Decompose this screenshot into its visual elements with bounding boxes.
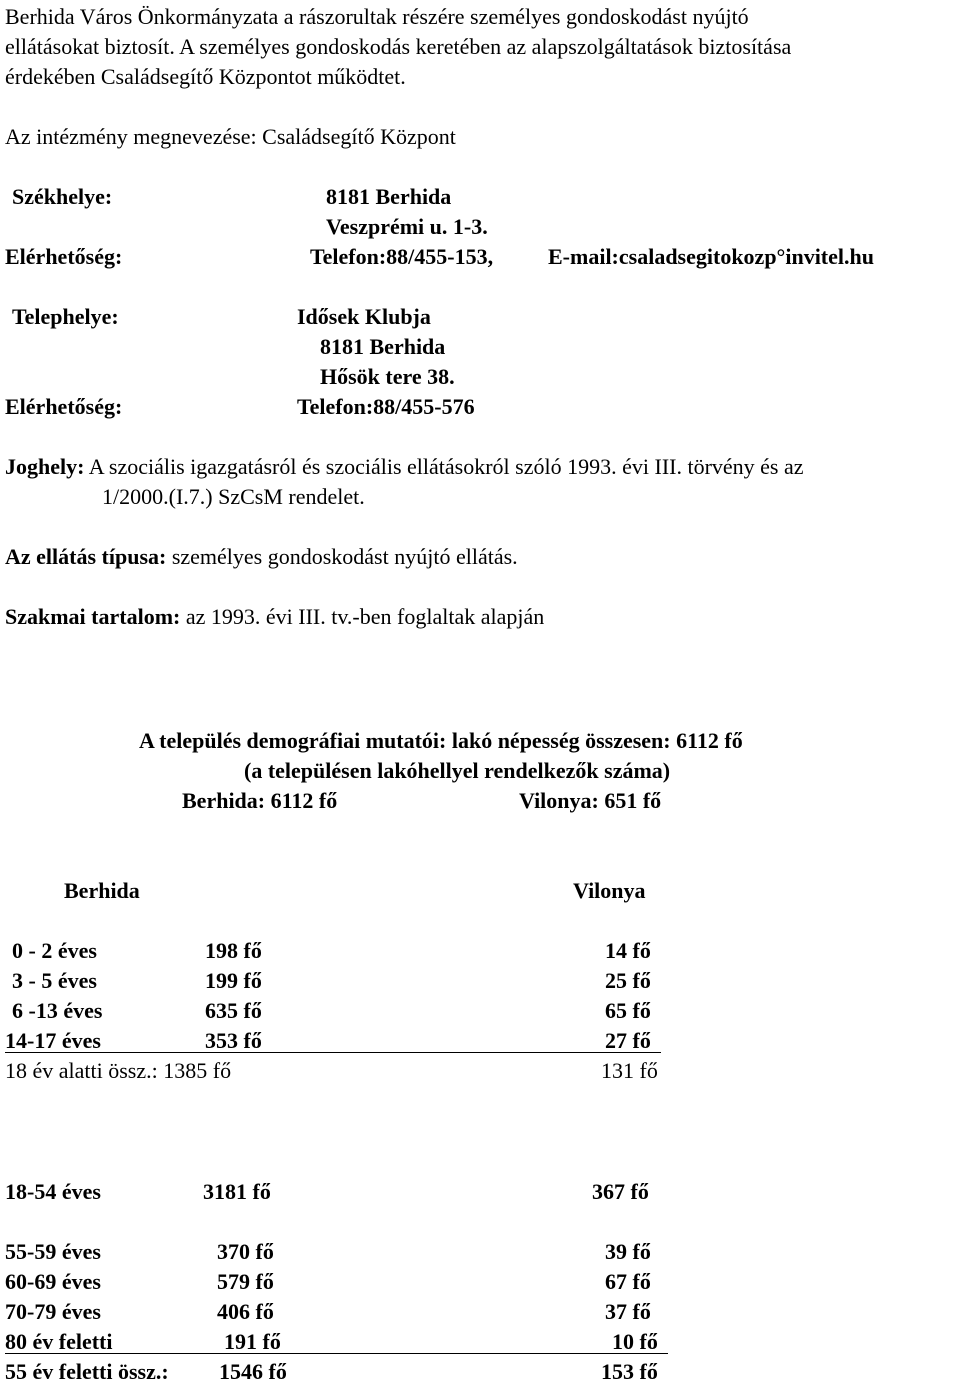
young-total-vilonya: 131 fő bbox=[601, 1058, 658, 1083]
legal-text-1: A szociális igazgatásról és szociális ellátásokról szóló 1993. évi III. törvény és az bbox=[88, 454, 804, 479]
row-vilonya: 65 fő bbox=[605, 998, 651, 1023]
row-label: 70-79 éves bbox=[5, 1299, 101, 1324]
row-berhida: 579 fő bbox=[217, 1269, 274, 1294]
row-berhida: 199 fő bbox=[205, 968, 262, 993]
row-label: 55-59 éves bbox=[5, 1239, 101, 1264]
vilonya-total: Vilonya: 651 fő bbox=[519, 788, 662, 813]
content-label: Szakmai tartalom: bbox=[5, 604, 181, 629]
contact-label: Elérhetőség: bbox=[5, 244, 123, 269]
subtotal-rule bbox=[5, 1353, 668, 1354]
adult-row-label: 18-54 éves bbox=[5, 1179, 101, 1204]
site-line-2: 8181 Berhida bbox=[320, 334, 446, 359]
row-vilonya: 67 fő bbox=[605, 1269, 651, 1294]
row-vilonya: 14 fő bbox=[605, 938, 651, 963]
old-total-berhida: 1546 fő bbox=[219, 1359, 287, 1384]
column-berhida: Berhida bbox=[64, 878, 140, 903]
seat-line-1: 8181 Berhida bbox=[326, 184, 452, 209]
intro-line-2: ellátásokat biztosít. A személyes gondoskodás keretében az alapszolgáltatások biztosítása bbox=[5, 34, 792, 59]
row-berhida: 198 fő bbox=[205, 938, 262, 963]
site-label: Telephelye: bbox=[12, 304, 119, 329]
phone-1: Telefon:88/455-153, bbox=[310, 244, 494, 269]
berhida-total: Berhida: 6112 fő bbox=[182, 788, 338, 813]
young-total-label: 18 év alatti össz.: bbox=[5, 1058, 158, 1083]
institution-name: Az intézmény megnevezése: Családsegítő Központ bbox=[5, 124, 456, 149]
row-label: 14-17 éves bbox=[5, 1028, 101, 1053]
professional-content bbox=[5, 604, 544, 630]
row-berhida: 635 fő bbox=[205, 998, 262, 1023]
row-vilonya: 10 fő bbox=[612, 1329, 658, 1354]
row-berhida: 406 fő bbox=[217, 1299, 274, 1324]
subtotal-rule bbox=[5, 1052, 661, 1053]
row-berhida: 191 fő bbox=[224, 1329, 281, 1354]
site-line-3: Hősök tere 38. bbox=[320, 364, 455, 389]
site-line-1: Idősek Klubja bbox=[297, 304, 431, 329]
care-type-label: Az ellátás típusa: bbox=[5, 544, 167, 569]
row-vilonya: 37 fő bbox=[605, 1299, 651, 1324]
contact-label-2: Elérhetőség: bbox=[5, 394, 123, 419]
email: E-mail:csaladsegitokozp°invitel.hu bbox=[548, 244, 874, 269]
row-label: 60-69 éves bbox=[5, 1269, 101, 1294]
demographics-title-2: (a településen lakóhellyel rendelkezők száma) bbox=[244, 758, 671, 783]
row-label: 3 - 5 éves bbox=[12, 968, 97, 993]
row-vilonya: 27 fő bbox=[605, 1028, 651, 1053]
intro-line-1: Berhida Város Önkormányzata a rászorultak részére személyes gondoskodást nyújtó bbox=[5, 4, 749, 29]
row-label: 6 -13 éves bbox=[12, 998, 103, 1023]
content-text: az 1993. évi III. tv.-ben foglaltak alapján bbox=[185, 604, 545, 629]
intro-line-3: érdekében Családsegítő Központot működtet. bbox=[5, 64, 406, 89]
row-vilonya: 39 fő bbox=[605, 1239, 651, 1264]
row-label: 80 év feletti bbox=[5, 1329, 113, 1354]
row-berhida: 353 fő bbox=[205, 1028, 262, 1053]
legal-line-2: 1/2000.(I.7.) SzCsM rendelet. bbox=[102, 484, 365, 509]
row-berhida: 370 fő bbox=[217, 1239, 274, 1264]
legal-label: Joghely: bbox=[5, 454, 85, 479]
adult-row-berhida: 3181 fő bbox=[203, 1179, 271, 1204]
row-label: 0 - 2 éves bbox=[12, 938, 97, 963]
legal-line-1 bbox=[5, 454, 804, 480]
old-total-label: 55 év feletti össz.: bbox=[5, 1359, 169, 1384]
care-type bbox=[5, 544, 518, 570]
old-total-vilonya: 153 fő bbox=[601, 1359, 658, 1384]
care-type-text: személyes gondoskodást nyújtó ellátás. bbox=[171, 544, 518, 569]
row-vilonya: 25 fő bbox=[605, 968, 651, 993]
adult-row-vilonya: 367 fő bbox=[592, 1179, 649, 1204]
demographics-title-1: A település demográfiai mutatói: lakó népesség összesen: 6112 fő bbox=[139, 728, 743, 753]
seat-line-2: Veszprémi u. 1-3. bbox=[326, 214, 488, 239]
young-total-row bbox=[5, 1058, 231, 1084]
young-total-berhida: 1385 fő bbox=[163, 1058, 232, 1083]
phone-2: Telefon:88/455-576 bbox=[297, 394, 475, 419]
seat-label: Székhelye: bbox=[12, 184, 113, 209]
column-vilonya: Vilonya bbox=[573, 878, 646, 903]
